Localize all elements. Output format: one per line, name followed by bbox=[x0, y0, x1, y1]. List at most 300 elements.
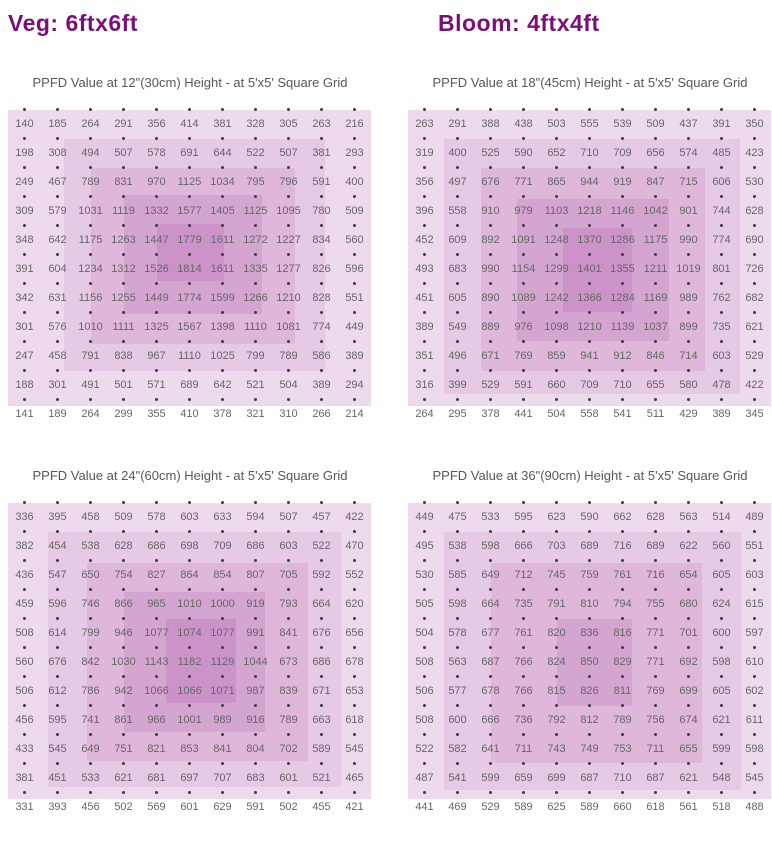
grid-dot bbox=[8, 728, 41, 741]
grid-dot bbox=[305, 219, 338, 232]
ppfd-value: 799 bbox=[246, 350, 265, 362]
ppfd-value: 1401 bbox=[577, 263, 602, 275]
grid-dot bbox=[705, 728, 738, 741]
grid-dot bbox=[672, 670, 705, 683]
ppfd-value: 249 bbox=[15, 176, 34, 188]
ppfd-value: 850 bbox=[580, 656, 599, 668]
ppfd-value: 663 bbox=[312, 714, 331, 726]
grid-dot bbox=[705, 786, 738, 799]
grid-dot bbox=[441, 699, 474, 712]
ppfd-value: 614 bbox=[48, 627, 67, 639]
ppfd-value: 569 bbox=[147, 801, 166, 813]
dot-row bbox=[408, 641, 771, 654]
ppfd-value: 348 bbox=[15, 234, 34, 246]
grid-dot bbox=[639, 306, 672, 319]
grid-dot bbox=[474, 335, 507, 348]
ppfd-value: 451 bbox=[48, 772, 67, 784]
grid-dot bbox=[173, 103, 206, 116]
grid-dot bbox=[305, 786, 338, 799]
ppfd-value: 1169 bbox=[643, 292, 668, 304]
dot-row bbox=[408, 161, 771, 174]
ppfd-value: 660 bbox=[547, 379, 566, 391]
grid-dot bbox=[441, 393, 474, 406]
ppfd-value: 591 bbox=[246, 801, 265, 813]
grid-dot bbox=[338, 786, 371, 799]
grid-dot bbox=[705, 190, 738, 203]
ppfd-value: 388 bbox=[481, 118, 500, 130]
ppfd-value: 589 bbox=[580, 801, 599, 813]
grid-dot bbox=[507, 554, 540, 567]
grid-dot bbox=[305, 364, 338, 377]
grid-dot bbox=[140, 306, 173, 319]
dot-row bbox=[408, 248, 771, 261]
ppfd-value: 319 bbox=[415, 147, 434, 159]
grid-dot bbox=[540, 335, 573, 348]
grid-dot bbox=[239, 583, 272, 596]
grid-dot bbox=[338, 161, 371, 174]
grid-dot bbox=[74, 496, 107, 509]
ppfd-value: 655 bbox=[646, 379, 665, 391]
ppfd-value: 522 bbox=[312, 540, 331, 552]
ppfd-value: 687 bbox=[646, 772, 665, 784]
ppfd-value: 301 bbox=[48, 379, 67, 391]
grid-dot bbox=[173, 786, 206, 799]
grid-dot bbox=[107, 525, 140, 538]
heatmap bbox=[8, 103, 371, 438]
grid-dot bbox=[507, 161, 540, 174]
veg-header: Veg: 6ftx6ft bbox=[8, 10, 138, 36]
grid-dot bbox=[474, 132, 507, 145]
grid-dot bbox=[738, 670, 771, 683]
grid-dot bbox=[441, 364, 474, 377]
ppfd-value: 494 bbox=[81, 147, 100, 159]
grid-dot bbox=[305, 728, 338, 741]
grid-dot bbox=[738, 583, 771, 596]
ppfd-value: 1103 bbox=[544, 205, 569, 217]
ppfd-value: 599 bbox=[712, 743, 731, 755]
grid-dot bbox=[338, 219, 371, 232]
grid-dot bbox=[441, 554, 474, 567]
ppfd-value: 1110 bbox=[178, 350, 201, 362]
grid-dot bbox=[74, 554, 107, 567]
ppfd-value: 707 bbox=[213, 772, 232, 784]
grid-dot bbox=[74, 335, 107, 348]
ppfd-value: 901 bbox=[679, 205, 698, 217]
panel-title: PPFD Value at 24"(60cm) Height - at 5'x5' Square Grid bbox=[32, 468, 348, 483]
grid-dot bbox=[639, 190, 672, 203]
grid-dot bbox=[639, 728, 672, 741]
grid-dot bbox=[239, 335, 272, 348]
ppfd-value: 866 bbox=[114, 598, 133, 610]
dot-row bbox=[8, 219, 371, 232]
ppfd-value: 214 bbox=[345, 408, 364, 420]
ppfd-value: 622 bbox=[679, 540, 698, 552]
value-row bbox=[408, 683, 771, 699]
grid-dot bbox=[738, 525, 771, 538]
grid-dot bbox=[8, 757, 41, 770]
grid-dot bbox=[107, 161, 140, 174]
ppfd-value: 1242 bbox=[544, 292, 569, 304]
grid-dot bbox=[173, 306, 206, 319]
ppfd-value: 676 bbox=[48, 656, 67, 668]
ppfd-value: 946 bbox=[114, 627, 133, 639]
ppfd-value: 603 bbox=[279, 540, 298, 552]
ppfd-value: 682 bbox=[745, 292, 764, 304]
grid-dot bbox=[41, 306, 74, 319]
dot-row bbox=[408, 612, 771, 625]
panel-grid bbox=[0, 37, 772, 831]
grid-dot bbox=[8, 670, 41, 683]
grid-dot bbox=[74, 103, 107, 116]
ppfd-value: 597 bbox=[745, 627, 764, 639]
ppfd-value: 623 bbox=[547, 511, 566, 523]
dot-row bbox=[408, 554, 771, 567]
ppfd-value: 811 bbox=[613, 685, 632, 697]
grid-dot bbox=[408, 161, 441, 174]
ppfd-value: 1143 bbox=[144, 656, 169, 668]
grid-dot bbox=[140, 525, 173, 538]
dot-row bbox=[8, 641, 371, 654]
ppfd-value: 709 bbox=[580, 379, 599, 391]
grid-dot bbox=[173, 190, 206, 203]
ppfd-value: 749 bbox=[580, 743, 599, 755]
grid-dot bbox=[140, 554, 173, 567]
ppfd-value: 1405 bbox=[210, 205, 235, 217]
grid-dot bbox=[107, 786, 140, 799]
value-row bbox=[408, 799, 771, 815]
ppfd-value: 1599 bbox=[210, 292, 235, 304]
dot-row bbox=[8, 583, 371, 596]
grid-dot bbox=[474, 248, 507, 261]
ppfd-value: 525 bbox=[481, 147, 500, 159]
grid-dot bbox=[738, 335, 771, 348]
grid-dot bbox=[272, 699, 305, 712]
ppfd-value: 686 bbox=[246, 540, 265, 552]
grid-dot bbox=[738, 364, 771, 377]
grid-dot bbox=[408, 335, 441, 348]
grid-dot bbox=[74, 670, 107, 683]
ppfd-value: 487 bbox=[415, 772, 434, 784]
ppfd-value: 683 bbox=[246, 772, 265, 784]
grid-dot bbox=[272, 248, 305, 261]
grid-dot bbox=[206, 728, 239, 741]
ppfd-value: 545 bbox=[345, 743, 364, 755]
ppfd-value: 847 bbox=[646, 176, 665, 188]
grid-dot bbox=[441, 306, 474, 319]
grid-dot bbox=[206, 161, 239, 174]
ppfd-value: 816 bbox=[613, 627, 632, 639]
grid-dot bbox=[474, 554, 507, 567]
grid-dot bbox=[540, 132, 573, 145]
grid-dot bbox=[206, 699, 239, 712]
ppfd-value: 495 bbox=[415, 540, 434, 552]
grid-dot bbox=[606, 641, 639, 654]
ppfd-value: 414 bbox=[180, 118, 199, 130]
value-row bbox=[408, 567, 771, 583]
ppfd-value: 263 bbox=[312, 118, 331, 130]
value-row bbox=[8, 567, 371, 583]
grid-dot bbox=[74, 757, 107, 770]
ppfd-value: 716 bbox=[613, 540, 632, 552]
value-row bbox=[8, 654, 371, 670]
ppfd-value: 505 bbox=[415, 598, 434, 610]
ppfd-value: 506 bbox=[15, 685, 34, 697]
ppfd-value: 541 bbox=[448, 772, 467, 784]
ppfd-value: 596 bbox=[48, 598, 67, 610]
ppfd-value: 941 bbox=[580, 350, 599, 362]
ppfd-value: 423 bbox=[745, 147, 764, 159]
ppfd-value: 628 bbox=[745, 205, 764, 217]
ppfd-value: 1182 bbox=[177, 656, 202, 668]
ppfd-value: 654 bbox=[679, 569, 698, 581]
ppfd-value: 599 bbox=[481, 772, 500, 784]
grid-dot bbox=[738, 103, 771, 116]
grid-dot bbox=[206, 277, 239, 290]
ppfd-value: 741 bbox=[81, 714, 100, 726]
ppfd-value: 625 bbox=[547, 801, 566, 813]
ppfd-value: 503 bbox=[547, 118, 566, 130]
grid-dot bbox=[305, 583, 338, 596]
dot-row bbox=[408, 786, 771, 799]
ppfd-value: 1234 bbox=[78, 263, 103, 275]
ppfd-value: 589 bbox=[514, 801, 533, 813]
grid-dot bbox=[206, 786, 239, 799]
ppfd-value: 628 bbox=[646, 511, 665, 523]
dot-row bbox=[8, 786, 371, 799]
ppfd-value: 807 bbox=[246, 569, 265, 581]
value-row bbox=[408, 377, 771, 393]
ppfd-value: 709 bbox=[213, 540, 232, 552]
grid-dot bbox=[173, 132, 206, 145]
grid-dot bbox=[173, 641, 206, 654]
ppfd-value: 1066 bbox=[144, 685, 169, 697]
grid-dot bbox=[272, 306, 305, 319]
ppfd-value: 990 bbox=[679, 234, 698, 246]
ppfd-value: 1019 bbox=[676, 263, 701, 275]
grid-dot bbox=[672, 277, 705, 290]
grid-dot bbox=[705, 699, 738, 712]
grid-dot bbox=[239, 277, 272, 290]
dot-row bbox=[8, 132, 371, 145]
grid-dot bbox=[107, 728, 140, 741]
grid-dot bbox=[639, 219, 672, 232]
ppfd-value: 560 bbox=[345, 234, 364, 246]
grid-dot bbox=[408, 757, 441, 770]
ppfd-value: 780 bbox=[312, 205, 331, 217]
ppfd-value: 865 bbox=[547, 176, 566, 188]
grid-dot bbox=[540, 641, 573, 654]
grid-dot bbox=[74, 641, 107, 654]
ppfd-value: 1175 bbox=[643, 234, 668, 246]
ppfd-value: 521 bbox=[246, 379, 265, 391]
grid-dot bbox=[338, 306, 371, 319]
ppfd-value: 689 bbox=[646, 540, 665, 552]
grid-dot bbox=[305, 190, 338, 203]
grid-dot bbox=[140, 670, 173, 683]
grid-dot bbox=[441, 248, 474, 261]
ppfd-value: 1210 bbox=[577, 321, 602, 333]
grid-dot bbox=[573, 786, 606, 799]
dot-row bbox=[408, 728, 771, 741]
grid-dot bbox=[338, 583, 371, 596]
value-row bbox=[8, 203, 371, 219]
ppfd-value: 1001 bbox=[177, 714, 202, 726]
grid-dot bbox=[206, 554, 239, 567]
value-row bbox=[8, 261, 371, 277]
dot-row bbox=[8, 612, 371, 625]
ppfd-value: 771 bbox=[646, 656, 665, 668]
grid-dot bbox=[41, 525, 74, 538]
grid-dot bbox=[107, 219, 140, 232]
grid-dot bbox=[573, 612, 606, 625]
ppfd-value: 590 bbox=[580, 511, 599, 523]
ppfd-value: 743 bbox=[547, 743, 566, 755]
ppfd-value: 263 bbox=[415, 118, 434, 130]
grid-dot bbox=[206, 132, 239, 145]
ppfd-value: 1211 bbox=[643, 263, 668, 275]
ppfd-value: 970 bbox=[147, 176, 166, 188]
grid-dot bbox=[705, 393, 738, 406]
grid-dot bbox=[408, 219, 441, 232]
ppfd-value: 1266 bbox=[243, 292, 268, 304]
grid-dot bbox=[540, 525, 573, 538]
grid-dot bbox=[41, 364, 74, 377]
grid-dot bbox=[705, 496, 738, 509]
ppfd-value: 496 bbox=[448, 350, 467, 362]
grid-dot bbox=[573, 554, 606, 567]
ppfd-value: 563 bbox=[679, 511, 698, 523]
grid-dot bbox=[639, 699, 672, 712]
grid-dot bbox=[140, 335, 173, 348]
ppfd-value: 944 bbox=[580, 176, 599, 188]
ppfd-value: 673 bbox=[279, 656, 298, 668]
grid-dot bbox=[41, 612, 74, 625]
grid-dot bbox=[107, 393, 140, 406]
ppfd-value: 621 bbox=[712, 714, 731, 726]
grid-dot bbox=[672, 554, 705, 567]
grid-dot bbox=[305, 554, 338, 567]
ppfd-value: 522 bbox=[415, 743, 434, 755]
ppfd-value: 266 bbox=[312, 408, 331, 420]
grid-dot bbox=[8, 335, 41, 348]
grid-dot bbox=[107, 583, 140, 596]
ppfd-value: 761 bbox=[613, 569, 632, 581]
grid-dot bbox=[573, 161, 606, 174]
grid-dot bbox=[338, 496, 371, 509]
ppfd-value: 861 bbox=[114, 714, 133, 726]
grid-dot bbox=[507, 393, 540, 406]
ppfd-value: 356 bbox=[147, 118, 166, 130]
grid-dot bbox=[74, 612, 107, 625]
ppfd-value: 1611 bbox=[210, 263, 235, 275]
grid-dot bbox=[507, 525, 540, 538]
ppfd-value: 766 bbox=[514, 685, 533, 697]
grid-dot bbox=[738, 277, 771, 290]
ppfd-value: 796 bbox=[279, 176, 298, 188]
grid-dot bbox=[573, 393, 606, 406]
grid-dot bbox=[41, 219, 74, 232]
ppfd-value: 441 bbox=[514, 408, 533, 420]
grid-dot bbox=[606, 161, 639, 174]
value-row bbox=[408, 348, 771, 364]
grid-dot bbox=[639, 393, 672, 406]
grid-dot bbox=[639, 335, 672, 348]
ppfd-value: 355 bbox=[147, 408, 166, 420]
ppfd-value: 585 bbox=[448, 569, 467, 581]
ppfd-value: 310 bbox=[279, 408, 298, 420]
ppfd-value: 140 bbox=[15, 118, 34, 130]
ppfd-value: 789 bbox=[81, 176, 100, 188]
ppfd-value: 1110 bbox=[244, 321, 267, 333]
grid-dot bbox=[507, 335, 540, 348]
ppfd-value: 789 bbox=[279, 350, 298, 362]
grid-dot bbox=[474, 583, 507, 596]
grid-dot bbox=[8, 583, 41, 596]
ppfd-value: 455 bbox=[312, 801, 331, 813]
grid-dot bbox=[474, 161, 507, 174]
ppfd-value: 264 bbox=[415, 408, 434, 420]
grid-dot bbox=[140, 277, 173, 290]
ppfd-value: 475 bbox=[448, 511, 467, 523]
grid-dot bbox=[239, 393, 272, 406]
ppfd-value: 291 bbox=[114, 118, 133, 130]
ppfd-value: 678 bbox=[481, 685, 500, 697]
grid-dot bbox=[738, 248, 771, 261]
grid-dot bbox=[705, 583, 738, 596]
ppfd-value: 615 bbox=[745, 598, 764, 610]
ppfd-value: 653 bbox=[345, 685, 364, 697]
ppfd-value: 309 bbox=[15, 205, 34, 217]
dot-row bbox=[8, 103, 371, 116]
ppfd-value: 504 bbox=[279, 379, 298, 391]
ppfd-value: 493 bbox=[415, 263, 434, 275]
ppfd-value: 1037 bbox=[643, 321, 668, 333]
grid-dot bbox=[107, 670, 140, 683]
ppfd-value: 1071 bbox=[210, 685, 235, 697]
ppfd-value: 529 bbox=[745, 350, 764, 362]
grid-dot bbox=[672, 335, 705, 348]
ppfd-value: 579 bbox=[48, 205, 67, 217]
value-row bbox=[408, 319, 771, 335]
ppfd-value: 264 bbox=[81, 408, 100, 420]
grid-dot bbox=[140, 219, 173, 232]
ppfd-value: 656 bbox=[646, 147, 665, 159]
ppfd-value: 611 bbox=[745, 714, 764, 726]
ppfd-value: 1255 bbox=[111, 292, 136, 304]
grid-dot bbox=[540, 554, 573, 567]
grid-dot bbox=[606, 219, 639, 232]
grid-dot bbox=[239, 699, 272, 712]
grid-dot bbox=[41, 190, 74, 203]
value-row bbox=[8, 712, 371, 728]
dot-row bbox=[8, 248, 371, 261]
grid-dot bbox=[8, 103, 41, 116]
grid-dot bbox=[738, 641, 771, 654]
ppfd-value: 789 bbox=[279, 714, 298, 726]
grid-dot bbox=[639, 612, 672, 625]
ppfd-value: 552 bbox=[345, 569, 364, 581]
grid-dot bbox=[305, 641, 338, 654]
grid-dot bbox=[206, 670, 239, 683]
ppfd-value: 687 bbox=[481, 656, 500, 668]
value-row bbox=[8, 116, 371, 132]
ppfd-value: 467 bbox=[48, 176, 67, 188]
grid-dot bbox=[474, 306, 507, 319]
ppfd-value: 1449 bbox=[144, 292, 169, 304]
ppfd-value: 987 bbox=[246, 685, 265, 697]
ppfd-value: 735 bbox=[514, 598, 533, 610]
grid-dot bbox=[272, 103, 305, 116]
